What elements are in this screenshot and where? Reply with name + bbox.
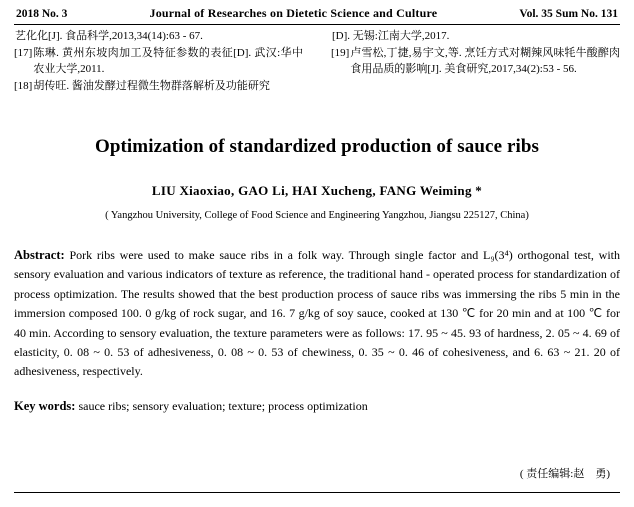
header-rule	[14, 24, 620, 25]
running-head	[14, 6, 620, 24]
running-head-issue: 2018 No. 3	[16, 8, 68, 20]
keywords-label: Key words	[14, 398, 72, 413]
reference-text: 卢雪松,丁捷,易宇文,等. 烹饪方式对糊辣风味牦牛酸醡肉食用品质的影响[J]. 美食研究,2017,34(2):53 - 56.	[350, 46, 620, 75]
keywords-separator: :	[71, 398, 76, 413]
abstract-text: Pork ribs were used to make sauce ribs in a folk way. Through single factor and L₉(3⁴) orthogonal test, with sensory evaluation and various indicators of texture as reference, the traditional hand - operated process for standardization of process optimization. The results showed that the best production process of sauce ribs was immersing the ribs 5 min in the immersion composed 100. 0 g/kg of rock sugar, and 16. 7 g/kg of soy sauce, cooked at 130 ℃ for 20 min and at 100 ℃ for 40 min. According to sensory evaluation, the texture parameters were as follows: 17. 95 ~ 45. 93 of hardness, 2. 05 ~ 4. 69 of elasticity, 0. 08 ~ 0. 53 of adhesiveness, 0. 08 ~ 0. 53 of chewiness, 0. 35 ~ 0. 46 of cohesiveness, and 6. 63 ~ 21. 20 of adhesiveness, respectively.	[14, 247, 620, 379]
reference-text: 艺化化[J]. 食品科学,2013,34(14):63 - 67.	[15, 30, 203, 42]
reference-item	[331, 29, 620, 45]
author-list: LIU Xiaoxiao, GAO Li, HAI Xucheng, FANG Weiming *	[151, 182, 483, 198]
page-title: Optimization of standardized production of sauce ribs	[94, 135, 540, 157]
reference-item	[331, 46, 620, 78]
running-head-journal-title: Journal of Researches on Dietetic Science and Culture	[149, 6, 438, 20]
footer-rule	[14, 492, 620, 493]
responsible-editor: ( 责任编辑:赵 勇)	[519, 468, 610, 480]
reference-number: [17]	[14, 46, 33, 59]
abstract-separator: :	[60, 247, 65, 262]
affiliation: ( Yangzhou University, College of Food Science and Engineering Yangzhou, Jiangsu 225127, China)	[105, 209, 529, 221]
reference-carryover	[14, 29, 620, 96]
abstract-section	[14, 245, 620, 382]
abstract-label: Abstract	[14, 247, 61, 262]
reference-item	[14, 46, 303, 78]
reference-item	[14, 29, 303, 45]
reference-text: 胡传旺. 酱油发酵过程微生物群落解析及功能研究	[33, 79, 270, 92]
running-head-volume: Vol. 35 Sum No. 131	[519, 8, 618, 20]
reference-column-right	[317, 29, 620, 96]
reference-item	[14, 79, 303, 95]
keywords-text: sauce ribs; sensory evaluation; texture; process optimization	[78, 398, 368, 413]
reference-number: [18]	[14, 79, 33, 92]
keywords-section	[14, 399, 620, 414]
reference-text: [D]. 无锡:江南大学,2017.	[332, 30, 450, 42]
reference-column-left	[14, 29, 317, 96]
reference-text: 陈琳. 黄州东坡肉加工及特征参数的表征[D]. 武汉:华中农业大学,2011.	[33, 46, 303, 75]
article-header	[14, 136, 620, 221]
reference-number: [19]	[331, 46, 350, 59]
